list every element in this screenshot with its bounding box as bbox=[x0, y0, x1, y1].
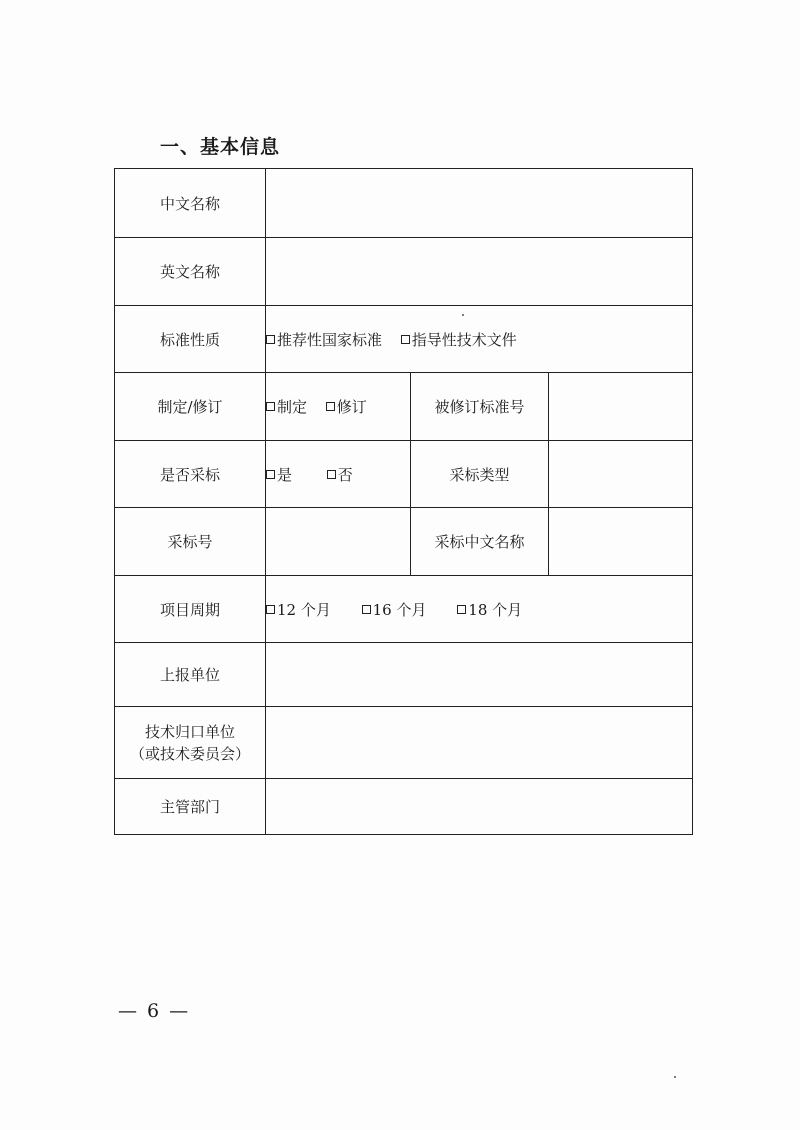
option-label: 是 bbox=[277, 465, 293, 484]
checkbox-icon bbox=[401, 335, 410, 344]
label-english-name: 英文名称 bbox=[115, 238, 266, 306]
option-yes[interactable] bbox=[266, 464, 292, 485]
adoption-type-field[interactable] bbox=[549, 441, 693, 508]
row-english-name bbox=[115, 238, 693, 306]
checkbox-icon bbox=[326, 402, 335, 411]
row-revision bbox=[115, 373, 693, 441]
standard-nature-options bbox=[266, 306, 693, 373]
label-revision: 制定/修订 bbox=[115, 373, 266, 441]
section-title: 一、基本信息 bbox=[160, 136, 281, 158]
checkbox-icon bbox=[457, 605, 466, 614]
scan-speck bbox=[462, 314, 464, 316]
row-competent-dept bbox=[115, 779, 693, 835]
option-label: 12 个月 bbox=[277, 600, 331, 619]
label-project-cycle: 项目周期 bbox=[115, 576, 266, 643]
checkbox-icon bbox=[266, 335, 275, 344]
option-label: 否 bbox=[337, 465, 353, 484]
checkbox-icon bbox=[266, 470, 275, 479]
option-label: 制定 bbox=[277, 398, 308, 416]
label-competent-dept: 主管部门 bbox=[115, 779, 266, 835]
english-name-field[interactable] bbox=[266, 238, 693, 306]
option-label: 16 个月 bbox=[372, 600, 427, 619]
row-chinese-name bbox=[115, 169, 693, 238]
page-number: — 6 — bbox=[118, 1000, 191, 1022]
adoption-options bbox=[266, 441, 411, 508]
revised-standard-number-field[interactable] bbox=[549, 373, 693, 441]
option-16-months[interactable] bbox=[362, 599, 427, 620]
checkbox-icon bbox=[266, 605, 275, 614]
basic-info-table bbox=[114, 168, 693, 835]
label-revised-standard-number: 被修订标准号 bbox=[411, 373, 549, 441]
option-recommended-standard[interactable] bbox=[266, 329, 382, 350]
label-adoption: 是否采标 bbox=[115, 441, 266, 508]
label-reporting-unit: 上报单位 bbox=[115, 643, 266, 707]
checkbox-icon bbox=[327, 470, 336, 479]
option-no[interactable] bbox=[327, 464, 353, 485]
label-technical-unit-line2: （或技术委员会） bbox=[129, 744, 250, 763]
label-adoption-chinese-name: 采标中文名称 bbox=[411, 508, 549, 576]
competent-dept-field[interactable] bbox=[266, 779, 693, 835]
project-cycle-options bbox=[266, 576, 693, 643]
row-technical-unit bbox=[115, 707, 693, 779]
row-reporting-unit bbox=[115, 643, 693, 707]
label-technical-unit bbox=[115, 707, 266, 779]
option-label: 修订 bbox=[336, 398, 367, 416]
checkbox-icon bbox=[362, 605, 371, 614]
label-adoption-number: 采标号 bbox=[115, 508, 266, 576]
row-standard-nature bbox=[115, 306, 693, 373]
option-guidance-document[interactable] bbox=[401, 329, 517, 350]
option-18-months[interactable] bbox=[457, 599, 522, 620]
option-formulate[interactable] bbox=[266, 396, 307, 417]
adoption-chinese-name-field[interactable] bbox=[549, 508, 693, 576]
label-standard-nature: 标准性质 bbox=[115, 306, 266, 373]
option-label: 指导性技术文件 bbox=[411, 330, 517, 349]
option-label: 推荐性国家标准 bbox=[277, 330, 383, 349]
label-technical-unit-line1: 技术归口单位 bbox=[144, 722, 235, 741]
option-12-months[interactable] bbox=[266, 599, 331, 620]
checkbox-icon bbox=[266, 402, 275, 411]
option-revise[interactable] bbox=[326, 396, 367, 417]
revision-options bbox=[266, 373, 411, 441]
scan-speck bbox=[674, 1076, 676, 1078]
adoption-number-field[interactable] bbox=[266, 508, 411, 576]
reporting-unit-field[interactable] bbox=[266, 643, 693, 707]
label-adoption-type: 采标类型 bbox=[411, 441, 549, 508]
technical-unit-field[interactable] bbox=[266, 707, 693, 779]
row-adoption bbox=[115, 441, 693, 508]
option-label: 18 个月 bbox=[468, 600, 523, 619]
row-adoption-number bbox=[115, 508, 693, 576]
row-project-cycle bbox=[115, 576, 693, 643]
label-chinese-name: 中文名称 bbox=[115, 169, 266, 238]
chinese-name-field[interactable] bbox=[266, 169, 693, 238]
